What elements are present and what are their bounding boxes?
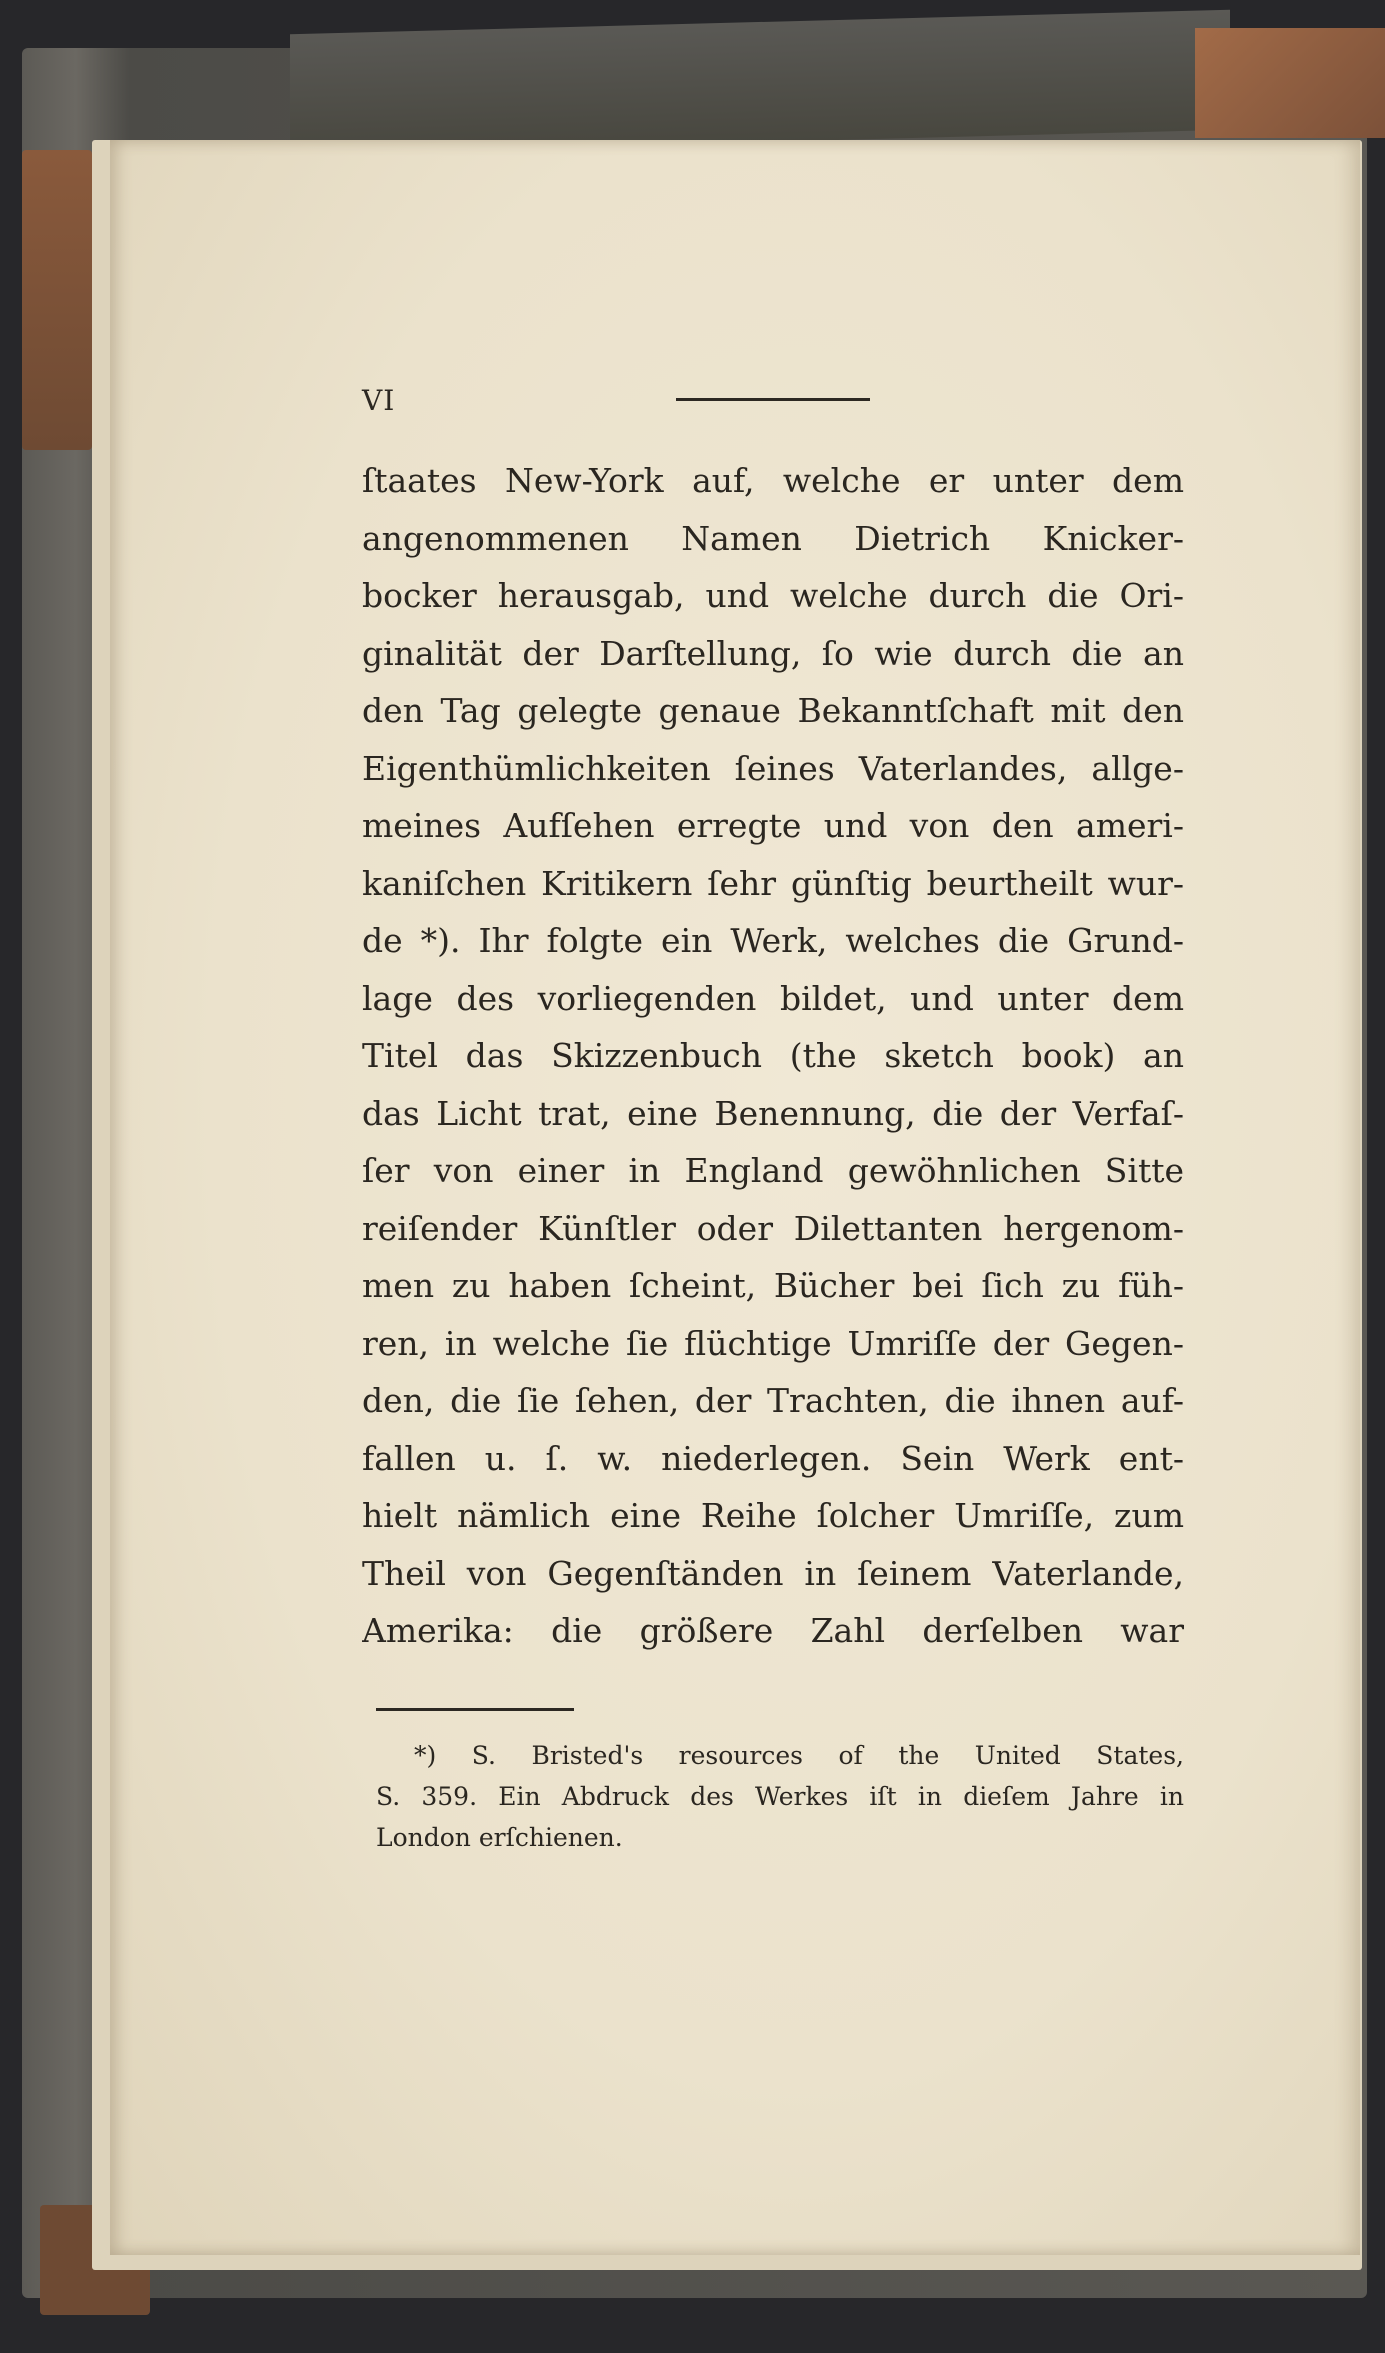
page-number: VI	[362, 384, 396, 417]
text-line: lage des vorliegenden bildet, und unter dem	[362, 978, 1184, 1018]
text-line: men zu haben ſcheint, Bücher bei ſich zu füh-	[362, 1266, 1184, 1305]
text-line: Eigenthümlichkeiten ſeines Vaterlandes, allge-	[362, 748, 1184, 788]
footnote-line: S. 359. Ein Abdruck des Werkes iſt in dieſem Jahre in	[376, 1782, 1184, 1811]
footnote	[376, 1735, 1184, 1858]
leather-corner-patch	[1195, 28, 1385, 138]
text-line: ſer von einer in England gewöhnlichen Sitte	[362, 1151, 1184, 1190]
footnote-rule	[376, 1708, 574, 1711]
footnote-line: *) S. Bristed's resources of the United States,	[414, 1741, 1184, 1770]
text-line: Theil von Gegenſtänden in ſeinem Vaterlande,	[362, 1553, 1184, 1593]
text-line: meines Aufſehen erregte und von den ameri-	[362, 806, 1184, 845]
text-line: ginalität der Darſtellung, ſo wie durch die an	[362, 633, 1184, 673]
text-line: Amerika: die größere Zahl derſelben war	[362, 1611, 1184, 1650]
text-line: hielt nämlich eine Reihe ſolcher Umriſſe, zum	[362, 1496, 1184, 1535]
body-text	[362, 452, 1184, 1660]
book-cover-top-edge	[290, 10, 1230, 155]
text-line: das Licht trat, eine Benennung, die der Verfaſ-	[362, 1093, 1184, 1133]
leather-spine-patch	[22, 150, 92, 450]
text-line: ſtaates New-York auf, welche er unter dem	[362, 461, 1184, 500]
text-line: ren, in welche ſie flüchtige Umriſſe der Gegen-	[362, 1323, 1184, 1363]
text-line: kaniſchen Kritikern ſehr günſtig beurtheilt wur-	[362, 863, 1184, 903]
text-line: fallen u. ſ. w. niederlegen. Sein Werk ent-	[362, 1438, 1184, 1478]
text-line: Titel das Skizzenbuch (the sketch book) an	[362, 1036, 1184, 1075]
header-rule	[676, 398, 870, 401]
text-line: reiſender Künſtler oder Dilettanten hergenom-	[362, 1208, 1184, 1248]
footnote-line: London erſchienen.	[376, 1823, 623, 1852]
text-line: den, die ſie ſehen, der Trachten, die ihnen auf-	[362, 1381, 1184, 1420]
text-line: de *). Ihr folgte ein Werk, welches die Grund-	[362, 921, 1184, 960]
text-line: bocker herausgab, und welche durch die Ori-	[362, 576, 1184, 615]
text-line: den Tag gelegte genaue Bekanntſchaft mit den	[362, 691, 1184, 730]
text-line: angenommenen Namen Dietrich Knicker-	[362, 518, 1184, 558]
